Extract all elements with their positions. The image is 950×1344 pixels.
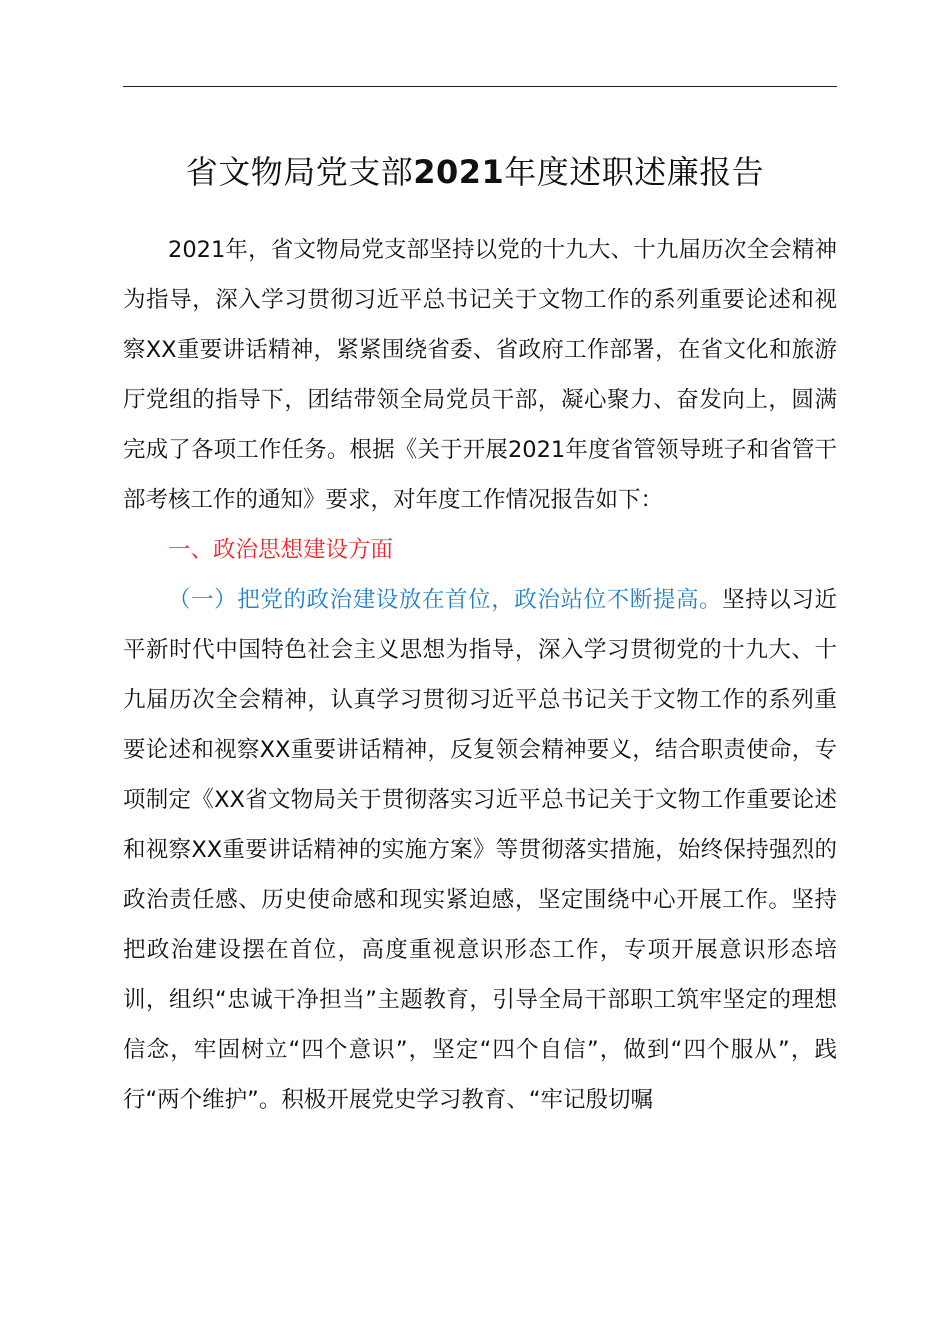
title-prefix: 省文物局党支部 [185, 153, 414, 191]
intro-paragraph: 2021年，省文物局党支部坚持以党的十九大、十九届历次全会精神为指导，深入学习贯彻习近平总书记关于文物工作的系列重要论述和视察XX重要讲话精神，紧紧围绕省委、省政府工作部署，在省文化和旅游厅党组的指导下，团结带领全局党员干部，凝心聚力、奋发向上，圆满完成了各项工作任务。根据《关于开展2021年度省管领导班子和省管干部考核工作的通知》要求，对年度工作情况报告如下： [123, 237, 837, 513]
subsection-heading: （一）把党的政治建设放在首位，政治站位不断提高。 [168, 587, 723, 613]
section-heading-political: 一、政治思想建设方面 [168, 537, 394, 563]
header-rule [123, 86, 837, 87]
subsection-body: 坚持以习近平新时代中国特色社会主义思想为指导，深入学习贯彻党的十九大、十九届历次全会精神，认真学习贯彻习近平总书记关于文物工作的系列重要论述和视察XX重要讲话精神，反复领会精神要义，结合职责使命，专项制定《XX省文物局关于贯彻落实习近平总书记关于文物工作重要论述和视察XX重要讲话精神的实施方案》等贯彻落实措施，始终保持强烈的政治责任感、历史使命感和现实紧迫感，坚定围绕中心开展工作。坚持把政治建设摆在首位，高度重视意识形态工作，专项开展意识形态培训，组织“忠诚干净担当”主题教育，引导全局干部职工筑牢坚定的理想信念，牢固树立“四个意识”，坚定“四个自信”，做到“四个服从”，践行“两个维护”。积极开展党史学习教育、“牢记殷切嘱 [123, 587, 837, 1113]
title-year: 2021 [413, 153, 505, 191]
subsection-paragraph [123, 575, 837, 1125]
document-title [0, 150, 950, 194]
document-body [123, 225, 837, 1125]
title-suffix: 年度述职述廉报告 [504, 153, 765, 191]
